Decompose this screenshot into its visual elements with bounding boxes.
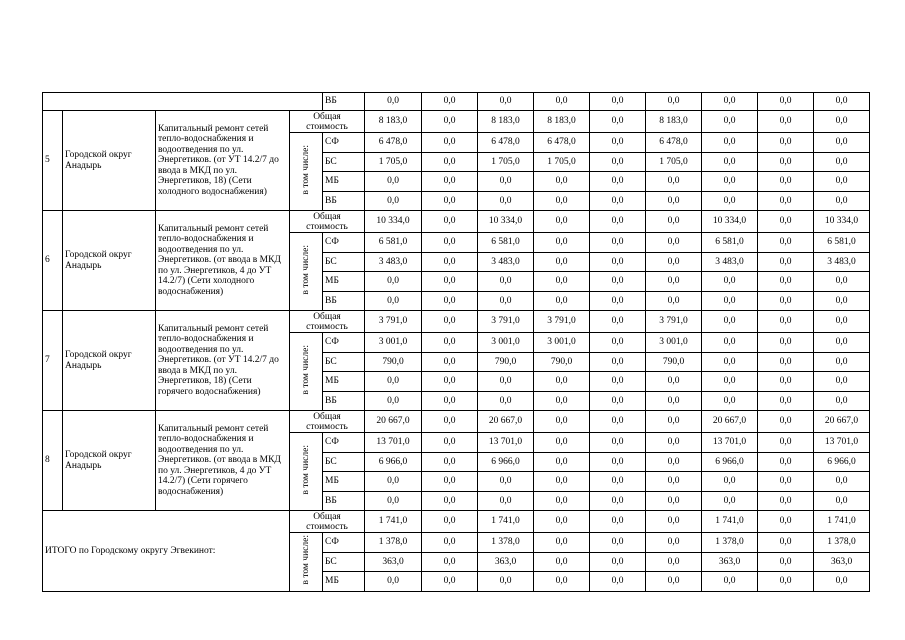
value-cell: 0,0 xyxy=(814,272,870,292)
value-cell: 363,0 xyxy=(702,552,758,572)
value-cell: 0,0 xyxy=(814,372,870,392)
value-cell: 13 701,0 xyxy=(478,433,534,453)
row-index: 6 xyxy=(43,211,63,311)
value-cell: 1 378,0 xyxy=(478,533,534,553)
value-cell: 0,0 xyxy=(534,552,590,572)
project-name: Капитальный ремонт сетей тепло-водоснабжения и водоотведения по ул. Энергетиков. (от ввода в МКД по ул. Энергетиков, 4 до УТ 14.2/7) (Сети холодного водоснабжения) xyxy=(156,211,290,311)
value-cell: 0,0 xyxy=(814,152,870,172)
value-cell: 0,0 xyxy=(365,172,422,192)
value-cell: 0,0 xyxy=(758,172,814,192)
subgroup-label: в том числе: xyxy=(301,144,311,195)
value-cell: 0,0 xyxy=(702,572,758,592)
value-cell: 0,0 xyxy=(534,511,590,533)
source-label: ВБ xyxy=(323,291,365,311)
value-cell: 790,0 xyxy=(534,352,590,372)
value-cell: 3 483,0 xyxy=(478,252,534,272)
value-cell: 0,0 xyxy=(758,433,814,453)
source-label: ВБ xyxy=(323,491,365,511)
value-cell: 0,0 xyxy=(534,191,590,211)
value-cell: 0,0 xyxy=(758,211,814,233)
value-cell: 1 705,0 xyxy=(478,152,534,172)
value-cell: 0,0 xyxy=(758,291,814,311)
value-cell: 0,0 xyxy=(590,93,646,111)
value-cell: 0,0 xyxy=(590,111,646,133)
row-index: 8 xyxy=(43,411,63,511)
value-cell: 0,0 xyxy=(646,391,702,411)
value-cell: 0,0 xyxy=(422,252,478,272)
value-cell: 6 581,0 xyxy=(478,233,534,253)
value-cell: 8 183,0 xyxy=(478,111,534,133)
value-cell: 0,0 xyxy=(702,491,758,511)
value-cell: 0,0 xyxy=(534,233,590,253)
value-cell: 0,0 xyxy=(758,133,814,153)
value-cell: 0,0 xyxy=(702,372,758,392)
municipality-cell: Городской округ Анадырь xyxy=(63,311,156,411)
value-cell: 13 701,0 xyxy=(365,433,422,453)
value-cell: 0,0 xyxy=(814,352,870,372)
value-cell: 0,0 xyxy=(646,93,702,111)
table-row xyxy=(43,411,870,433)
value-cell: 0,0 xyxy=(422,472,478,492)
subgroup-label: в том числе: xyxy=(301,535,311,585)
source-label: СФ xyxy=(323,433,365,453)
value-cell: 0,0 xyxy=(646,433,702,453)
value-cell: 0,0 xyxy=(590,311,646,333)
value-cell: 6 478,0 xyxy=(534,133,590,153)
value-cell: 0,0 xyxy=(590,411,646,433)
source-label: БС xyxy=(323,552,365,572)
value-cell: 0,0 xyxy=(814,391,870,411)
value-cell: 3 483,0 xyxy=(814,252,870,272)
source-label: СФ xyxy=(323,133,365,153)
value-cell: 0,0 xyxy=(702,391,758,411)
value-cell: 3 791,0 xyxy=(365,311,422,333)
subgroup-label: в том числе: xyxy=(301,444,311,495)
value-cell: 0,0 xyxy=(758,152,814,172)
value-cell: 0,0 xyxy=(478,372,534,392)
value-cell: 6 478,0 xyxy=(365,133,422,153)
value-cell: 0,0 xyxy=(758,111,814,133)
value-cell: 0,0 xyxy=(814,311,870,333)
value-cell: 0,0 xyxy=(758,233,814,253)
value-cell: 0,0 xyxy=(758,333,814,353)
value-cell: 0,0 xyxy=(702,93,758,111)
value-cell: 0,0 xyxy=(646,172,702,192)
value-cell: 20 667,0 xyxy=(814,411,870,433)
value-cell: 0,0 xyxy=(646,252,702,272)
value-cell: 790,0 xyxy=(365,352,422,372)
value-cell: 0,0 xyxy=(422,152,478,172)
value-cell: 0,0 xyxy=(534,252,590,272)
subgroup-label-cell xyxy=(290,233,323,311)
value-cell: 6 478,0 xyxy=(646,133,702,153)
value-cell: 0,0 xyxy=(646,291,702,311)
value-cell: 0,0 xyxy=(534,93,590,111)
value-cell: 0,0 xyxy=(590,172,646,192)
subgroup-label-cell xyxy=(290,133,323,211)
source-label: БС xyxy=(323,352,365,372)
source-label: СФ xyxy=(323,533,365,553)
value-cell: 1 741,0 xyxy=(814,511,870,533)
value-cell: 0,0 xyxy=(478,572,534,592)
value-cell: 0,0 xyxy=(422,211,478,233)
total-cost-label: Общая стоимость xyxy=(290,211,365,233)
value-cell: 10 334,0 xyxy=(702,211,758,233)
value-cell: 1 705,0 xyxy=(646,152,702,172)
value-cell: 0,0 xyxy=(534,433,590,453)
value-cell: 0,0 xyxy=(758,93,814,111)
value-cell: 0,0 xyxy=(590,272,646,292)
value-cell: 0,0 xyxy=(702,133,758,153)
value-cell: 0,0 xyxy=(478,491,534,511)
value-cell: 6 581,0 xyxy=(702,233,758,253)
value-cell: 0,0 xyxy=(590,191,646,211)
value-cell: 0,0 xyxy=(646,472,702,492)
value-cell: 790,0 xyxy=(478,352,534,372)
value-cell: 0,0 xyxy=(758,391,814,411)
value-cell: 0,0 xyxy=(422,391,478,411)
municipality-cell: Городской округ Анадырь xyxy=(63,111,156,211)
value-cell: 0,0 xyxy=(365,372,422,392)
value-cell: 0,0 xyxy=(590,333,646,353)
subgroup-label-cell xyxy=(290,333,323,411)
value-cell: 0,0 xyxy=(646,552,702,572)
value-cell: 8 183,0 xyxy=(534,111,590,133)
value-cell: 1 741,0 xyxy=(478,511,534,533)
value-cell: 0,0 xyxy=(646,211,702,233)
value-cell: 0,0 xyxy=(422,411,478,433)
subgroup-label: в том числе: xyxy=(301,344,311,395)
value-cell: 0,0 xyxy=(422,291,478,311)
value-cell: 0,0 xyxy=(478,172,534,192)
value-cell: 3 001,0 xyxy=(646,333,702,353)
value-cell: 0,0 xyxy=(758,191,814,211)
value-cell: 10 334,0 xyxy=(814,211,870,233)
value-cell: 0,0 xyxy=(365,272,422,292)
value-cell: 0,0 xyxy=(422,533,478,553)
table-body xyxy=(43,93,870,592)
value-cell: 0,0 xyxy=(534,533,590,553)
value-cell: 0,0 xyxy=(534,391,590,411)
value-cell: 0,0 xyxy=(758,311,814,333)
value-cell: 790,0 xyxy=(646,352,702,372)
value-cell: 0,0 xyxy=(590,572,646,592)
value-cell: 6 966,0 xyxy=(365,452,422,472)
value-cell: 0,0 xyxy=(814,191,870,211)
value-cell: 0,0 xyxy=(646,452,702,472)
value-cell: 0,0 xyxy=(758,372,814,392)
value-cell: 0,0 xyxy=(758,552,814,572)
value-cell: 0,0 xyxy=(702,272,758,292)
value-cell: 0,0 xyxy=(422,272,478,292)
value-cell: 0,0 xyxy=(422,172,478,192)
value-cell: 0,0 xyxy=(590,152,646,172)
value-cell: 0,0 xyxy=(422,511,478,533)
value-cell: 3 791,0 xyxy=(478,311,534,333)
value-cell: 0,0 xyxy=(590,252,646,272)
value-cell: 0,0 xyxy=(534,272,590,292)
value-cell: 0,0 xyxy=(365,191,422,211)
table-row xyxy=(43,311,870,333)
value-cell: 0,0 xyxy=(758,472,814,492)
source-label: БС xyxy=(323,452,365,472)
value-cell: 0,0 xyxy=(702,111,758,133)
value-cell: 0,0 xyxy=(590,533,646,553)
total-cost-label: Общая стоимость xyxy=(290,311,365,333)
value-cell: 1 378,0 xyxy=(702,533,758,553)
value-cell: 0,0 xyxy=(758,511,814,533)
value-cell: 0,0 xyxy=(534,291,590,311)
source-label: БС xyxy=(323,252,365,272)
value-cell: 0,0 xyxy=(365,291,422,311)
value-cell: 0,0 xyxy=(590,391,646,411)
source-label: ВБ xyxy=(323,93,365,111)
value-cell: 0,0 xyxy=(590,433,646,453)
value-cell: 8 183,0 xyxy=(646,111,702,133)
value-cell: 0,0 xyxy=(590,452,646,472)
value-cell: 0,0 xyxy=(702,291,758,311)
value-cell: 0,0 xyxy=(702,472,758,492)
source-label: СФ xyxy=(323,333,365,353)
value-cell: 0,0 xyxy=(534,172,590,192)
table-row xyxy=(43,511,870,533)
value-cell: 0,0 xyxy=(758,452,814,472)
source-label: ВБ xyxy=(323,391,365,411)
value-cell: 6 581,0 xyxy=(365,233,422,253)
source-label: БС xyxy=(323,152,365,172)
value-cell: 0,0 xyxy=(702,352,758,372)
value-cell: 1 705,0 xyxy=(534,152,590,172)
value-cell: 1 705,0 xyxy=(365,152,422,172)
value-cell: 0,0 xyxy=(814,291,870,311)
value-cell: 0,0 xyxy=(478,391,534,411)
value-cell: 0,0 xyxy=(590,491,646,511)
source-label: МБ xyxy=(323,372,365,392)
value-cell: 0,0 xyxy=(590,511,646,533)
value-cell: 0,0 xyxy=(422,491,478,511)
value-cell: 0,0 xyxy=(534,472,590,492)
value-cell: 0,0 xyxy=(478,472,534,492)
table-row xyxy=(43,93,870,111)
row-index: 5 xyxy=(43,111,63,211)
value-cell: 363,0 xyxy=(814,552,870,572)
municipality-cell: Городской округ Анадырь xyxy=(63,411,156,511)
value-cell: 0,0 xyxy=(365,572,422,592)
value-cell: 8 183,0 xyxy=(365,111,422,133)
value-cell: 0,0 xyxy=(758,572,814,592)
value-cell: 0,0 xyxy=(814,111,870,133)
value-cell: 0,0 xyxy=(814,172,870,192)
value-cell: 0,0 xyxy=(422,133,478,153)
value-cell: 0,0 xyxy=(534,452,590,472)
value-cell: 0,0 xyxy=(814,133,870,153)
value-cell: 6 966,0 xyxy=(478,452,534,472)
value-cell: 0,0 xyxy=(814,491,870,511)
value-cell: 0,0 xyxy=(422,572,478,592)
value-cell: 13 701,0 xyxy=(702,433,758,453)
value-cell: 0,0 xyxy=(646,572,702,592)
value-cell: 0,0 xyxy=(365,491,422,511)
value-cell: 0,0 xyxy=(365,391,422,411)
value-cell: 0,0 xyxy=(422,452,478,472)
row-index: 7 xyxy=(43,311,63,411)
value-cell: 0,0 xyxy=(534,372,590,392)
value-cell: 3 483,0 xyxy=(702,252,758,272)
value-cell: 10 334,0 xyxy=(478,211,534,233)
value-cell: 0,0 xyxy=(422,93,478,111)
value-cell: 0,0 xyxy=(590,552,646,572)
value-cell: 0,0 xyxy=(758,533,814,553)
project-name: Капитальный ремонт сетей тепло-водоснабжения и водоотведения по ул. Энергетиков. (от ввода в МКД по ул. Энергетиков, 4 до УТ 14.2/7) (Сети горячего водоснабжения) xyxy=(156,411,290,511)
value-cell: 1 741,0 xyxy=(702,511,758,533)
value-cell: 0,0 xyxy=(646,533,702,553)
subgroup-label: в том числе: xyxy=(301,244,311,295)
value-cell: 0,0 xyxy=(422,372,478,392)
value-cell: 3 001,0 xyxy=(534,333,590,353)
value-cell: 10 334,0 xyxy=(365,211,422,233)
value-cell: 0,0 xyxy=(590,291,646,311)
value-cell: 0,0 xyxy=(758,411,814,433)
value-cell: 6 478,0 xyxy=(478,133,534,153)
source-label: МБ xyxy=(323,272,365,292)
value-cell: 0,0 xyxy=(814,93,870,111)
blank-cell xyxy=(43,93,323,111)
project-name: Капитальный ремонт сетей тепло-водоснабжения и водоотведения по ул. Энергетиков. (от УТ 14.2/7 до ввода в МКД по ул. Энергетиков, 18) (Сети холодного водоснабжения) xyxy=(156,111,290,211)
value-cell: 0,0 xyxy=(758,272,814,292)
value-cell: 0,0 xyxy=(478,93,534,111)
value-cell: 1 741,0 xyxy=(365,511,422,533)
value-cell: 0,0 xyxy=(590,133,646,153)
value-cell: 3 483,0 xyxy=(365,252,422,272)
value-cell: 20 667,0 xyxy=(478,411,534,433)
value-cell: 0,0 xyxy=(702,333,758,353)
value-cell: 0,0 xyxy=(534,411,590,433)
value-cell: 3 791,0 xyxy=(646,311,702,333)
total-cost-label: Общая стоимость xyxy=(290,511,365,533)
value-cell: 0,0 xyxy=(758,252,814,272)
value-cell: 0,0 xyxy=(590,352,646,372)
value-cell: 0,0 xyxy=(422,433,478,453)
value-cell: 6 581,0 xyxy=(814,233,870,253)
value-cell: 0,0 xyxy=(422,311,478,333)
value-cell: 0,0 xyxy=(702,172,758,192)
value-cell: 0,0 xyxy=(478,191,534,211)
subgroup-label-cell xyxy=(290,533,323,592)
value-cell: 0,0 xyxy=(365,472,422,492)
value-cell: 3 001,0 xyxy=(365,333,422,353)
value-cell: 6 966,0 xyxy=(814,452,870,472)
value-cell: 0,0 xyxy=(646,491,702,511)
value-cell: 363,0 xyxy=(365,552,422,572)
table-row xyxy=(43,211,870,233)
value-cell: 1 378,0 xyxy=(814,533,870,553)
value-cell: 0,0 xyxy=(422,333,478,353)
value-cell: 0,0 xyxy=(758,491,814,511)
value-cell: 0,0 xyxy=(365,93,422,111)
value-cell: 13 701,0 xyxy=(814,433,870,453)
value-cell: 363,0 xyxy=(478,552,534,572)
value-cell: 0,0 xyxy=(646,272,702,292)
value-cell: 0,0 xyxy=(814,572,870,592)
value-cell: 0,0 xyxy=(534,491,590,511)
value-cell: 0,0 xyxy=(422,191,478,211)
table-row xyxy=(43,111,870,133)
value-cell: 0,0 xyxy=(422,352,478,372)
source-label: МБ xyxy=(323,172,365,192)
itogo-label: ИТОГО по Городскому округу Эгвекинот: xyxy=(43,511,290,592)
project-name: Капитальный ремонт сетей тепло-водоснабжения и водоотведения по ул. Энергетиков. (от УТ 14.2/7 до ввода в МКД по ул. Энергетиков, 18) (Сети горячего водоснабжения) xyxy=(156,311,290,411)
source-label: СФ xyxy=(323,233,365,253)
value-cell: 3 791,0 xyxy=(534,311,590,333)
value-cell: 0,0 xyxy=(646,511,702,533)
source-label: МБ xyxy=(323,572,365,592)
source-label: МБ xyxy=(323,472,365,492)
value-cell: 0,0 xyxy=(478,291,534,311)
value-cell: 0,0 xyxy=(422,111,478,133)
financing-table xyxy=(42,92,870,592)
value-cell: 0,0 xyxy=(478,272,534,292)
value-cell: 20 667,0 xyxy=(702,411,758,433)
value-cell: 0,0 xyxy=(534,211,590,233)
total-cost-label: Общая стоимость xyxy=(290,411,365,433)
value-cell: 6 966,0 xyxy=(702,452,758,472)
value-cell: 0,0 xyxy=(422,233,478,253)
value-cell: 0,0 xyxy=(590,211,646,233)
value-cell: 0,0 xyxy=(646,372,702,392)
value-cell: 0,0 xyxy=(758,352,814,372)
value-cell: 0,0 xyxy=(646,233,702,253)
value-cell: 0,0 xyxy=(702,191,758,211)
value-cell: 0,0 xyxy=(814,333,870,353)
total-cost-label: Общая стоимость xyxy=(290,111,365,133)
value-cell: 0,0 xyxy=(646,411,702,433)
value-cell: 0,0 xyxy=(590,372,646,392)
value-cell: 1 378,0 xyxy=(365,533,422,553)
value-cell: 0,0 xyxy=(702,152,758,172)
value-cell: 0,0 xyxy=(590,233,646,253)
source-label: ВБ xyxy=(323,191,365,211)
value-cell: 0,0 xyxy=(646,191,702,211)
value-cell: 20 667,0 xyxy=(365,411,422,433)
value-cell: 0,0 xyxy=(590,472,646,492)
value-cell: 3 001,0 xyxy=(478,333,534,353)
municipality-cell: Городской округ Анадырь xyxy=(63,211,156,311)
value-cell: 0,0 xyxy=(534,572,590,592)
value-cell: 0,0 xyxy=(422,552,478,572)
subgroup-label-cell xyxy=(290,433,323,511)
value-cell: 0,0 xyxy=(814,472,870,492)
value-cell: 0,0 xyxy=(702,311,758,333)
